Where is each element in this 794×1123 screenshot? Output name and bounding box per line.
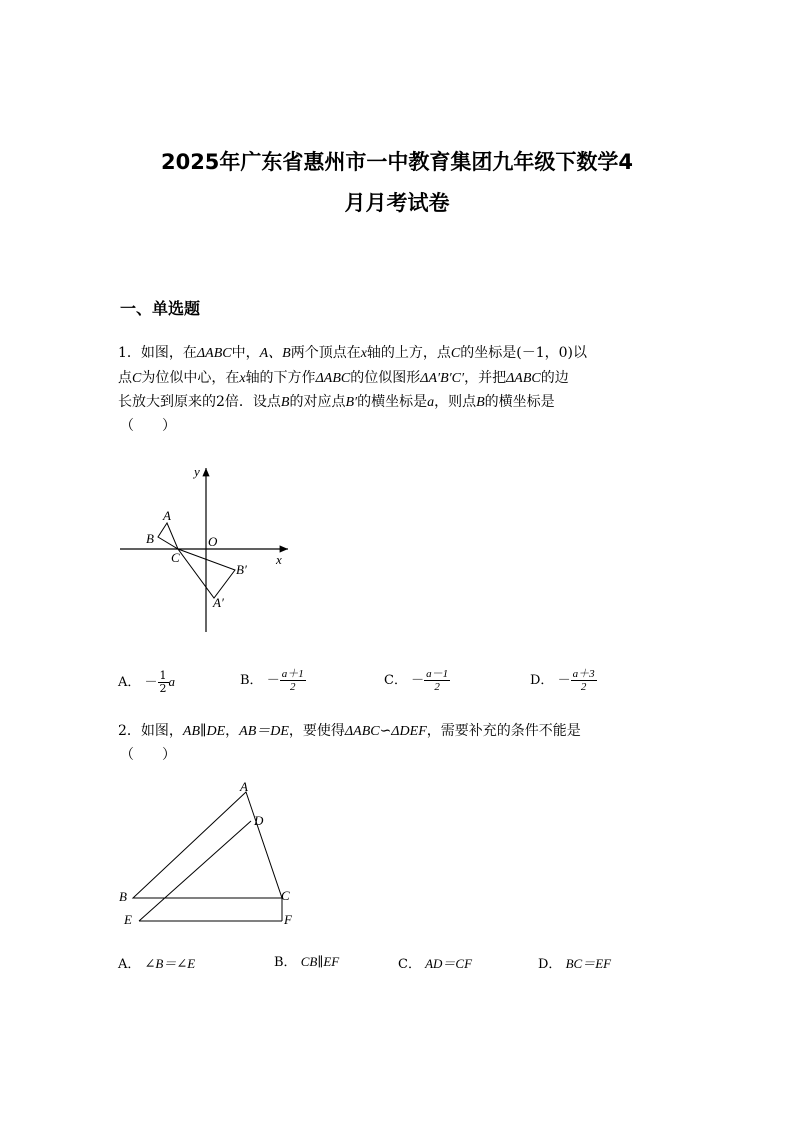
q1-option-a[interactable] <box>118 670 175 695</box>
q2-option-d[interactable] <box>538 953 611 972</box>
q1-text: 中， <box>231 345 260 361</box>
fraction-denominator: 2 <box>159 682 167 695</box>
document-title-line1: 2025年广东省惠州市一中教育集团九年级下数学4 <box>160 150 634 174</box>
q2-condition-equal: AB＝DE <box>239 724 289 739</box>
q1-text: 的边 <box>540 370 569 386</box>
segment-de <box>139 821 251 921</box>
q1-text: 的横坐标是 <box>484 394 555 410</box>
q1-point-c: C <box>132 371 142 386</box>
section-heading: 一、单选题 <box>120 299 201 318</box>
q1-text: 的横坐标是 <box>357 394 428 410</box>
label-c: C <box>171 550 180 565</box>
q1-text: 倍．设点 <box>224 394 281 410</box>
q1-triangle-abc: ΔABC <box>506 371 541 386</box>
triangle-abc <box>158 523 178 549</box>
q1-line2 <box>118 367 569 387</box>
document-title-line2: 月月考试卷 <box>344 191 450 215</box>
label-o: O <box>208 534 218 549</box>
q1-text: 两个顶点在 <box>290 345 361 361</box>
fraction-denominator: 2 <box>434 681 440 693</box>
option-var: a <box>168 674 176 689</box>
triangle-abc <box>133 792 282 898</box>
option-text: AD＝CF <box>425 956 473 971</box>
q2-condition-parallel: AB∥DE <box>182 724 226 739</box>
q1-option-d[interactable] <box>530 668 597 693</box>
option-sign: － <box>411 673 425 688</box>
option-letter: C． <box>398 957 421 972</box>
q1-text: 为位似中心，在 <box>141 370 240 386</box>
option-letter: B． <box>240 673 263 688</box>
label-a: A <box>240 780 248 794</box>
q1-text: ，并把 <box>464 370 507 386</box>
label-b-prime: B′ <box>236 562 247 577</box>
q1-text: 以 <box>573 345 588 361</box>
q1-x-var: x <box>360 346 367 361</box>
option-text: CB∥EF <box>300 954 340 969</box>
q1-point-bprime: B′ <box>345 395 358 410</box>
q1-triangle-prime: ΔA′B′C′ <box>420 371 465 386</box>
q2-triangle-figure <box>112 780 312 930</box>
q1-text: 的位似图形 <box>350 370 421 386</box>
fraction-denominator: 2 <box>580 681 587 693</box>
q1-triangle-abc: ΔABC <box>315 371 351 386</box>
fraction-numerator: a－1 <box>426 668 449 680</box>
q1-text: 的坐标是 <box>460 345 517 361</box>
option-letter: D． <box>538 957 562 972</box>
q2-option-a[interactable] <box>118 953 195 972</box>
q2-text: ，要使得 <box>288 723 345 739</box>
option-fraction <box>158 670 169 695</box>
q2-text: ， <box>225 723 240 739</box>
q1-number: 2 <box>216 394 225 410</box>
label-f: F <box>284 912 292 927</box>
option-letter: D． <box>530 673 554 688</box>
label-e: E <box>124 912 132 927</box>
q1-text: 长放大到原来的 <box>118 394 216 410</box>
label-c: C <box>281 888 290 903</box>
q1-answer-paren: （ ） <box>120 418 176 434</box>
q1-point-c: C <box>450 346 461 361</box>
q2-line1 <box>118 720 581 740</box>
q1-text: ，则点 <box>434 394 477 410</box>
q1-option-b[interactable] <box>240 668 306 693</box>
q1-point-b: B <box>280 395 290 410</box>
q1-text: 1．如图，在 <box>118 345 197 361</box>
option-sign: － <box>557 673 571 688</box>
option-letter: C． <box>384 673 407 688</box>
label-x: x <box>276 552 282 567</box>
q1-text: 点 <box>118 370 132 386</box>
q1-points-ab: A、B <box>259 346 291 361</box>
q1-text: 的对应点 <box>289 394 346 410</box>
fraction-numerator: a＋1 <box>281 668 304 680</box>
option-text: ∠B＝∠E <box>144 956 196 971</box>
label-d: D <box>254 813 264 828</box>
q1-coordinate-figure <box>112 458 302 638</box>
option-fraction <box>424 668 450 693</box>
fraction-denominator: 2 <box>289 681 296 693</box>
label-y: y <box>194 464 200 479</box>
q2-option-b[interactable] <box>274 951 339 970</box>
option-letter: A． <box>118 957 141 972</box>
option-letter: A． <box>118 675 141 690</box>
label-b: B <box>146 531 154 546</box>
option-text: BC＝EF <box>565 956 612 971</box>
q2-answer-paren: （ ） <box>120 747 176 763</box>
label-a: A <box>163 508 171 523</box>
q1-text: 轴的上方，点 <box>366 345 451 361</box>
label-a-prime: A′ <box>213 595 224 610</box>
q2-similarity: ΔABC∽ΔDEF <box>344 724 427 739</box>
q1-var-a: a <box>427 395 435 410</box>
q2-text: ，需要补充的条件不能是 <box>426 723 581 739</box>
option-letter: B． <box>274 955 297 970</box>
q1-line3 <box>118 391 555 411</box>
q2-text: 2．如图， <box>118 723 183 739</box>
option-sign: － <box>144 675 158 690</box>
q1-coordinate: (－1，0) <box>516 345 574 361</box>
q1-line1 <box>118 342 587 362</box>
q1-text: 轴的下方作 <box>245 370 316 386</box>
q2-option-c[interactable] <box>398 953 472 972</box>
option-fraction <box>280 668 306 693</box>
option-sign: － <box>266 673 280 688</box>
q1-option-c[interactable] <box>384 668 450 693</box>
label-b: B <box>119 889 127 904</box>
q1-triangle-abc: ΔABC <box>196 346 232 361</box>
fraction-numerator: 1 <box>159 669 167 682</box>
q1-x-var: x <box>239 371 246 386</box>
q1-point-b: B <box>476 395 485 410</box>
fraction-numerator: a＋3 <box>572 668 595 680</box>
option-fraction <box>571 668 597 693</box>
